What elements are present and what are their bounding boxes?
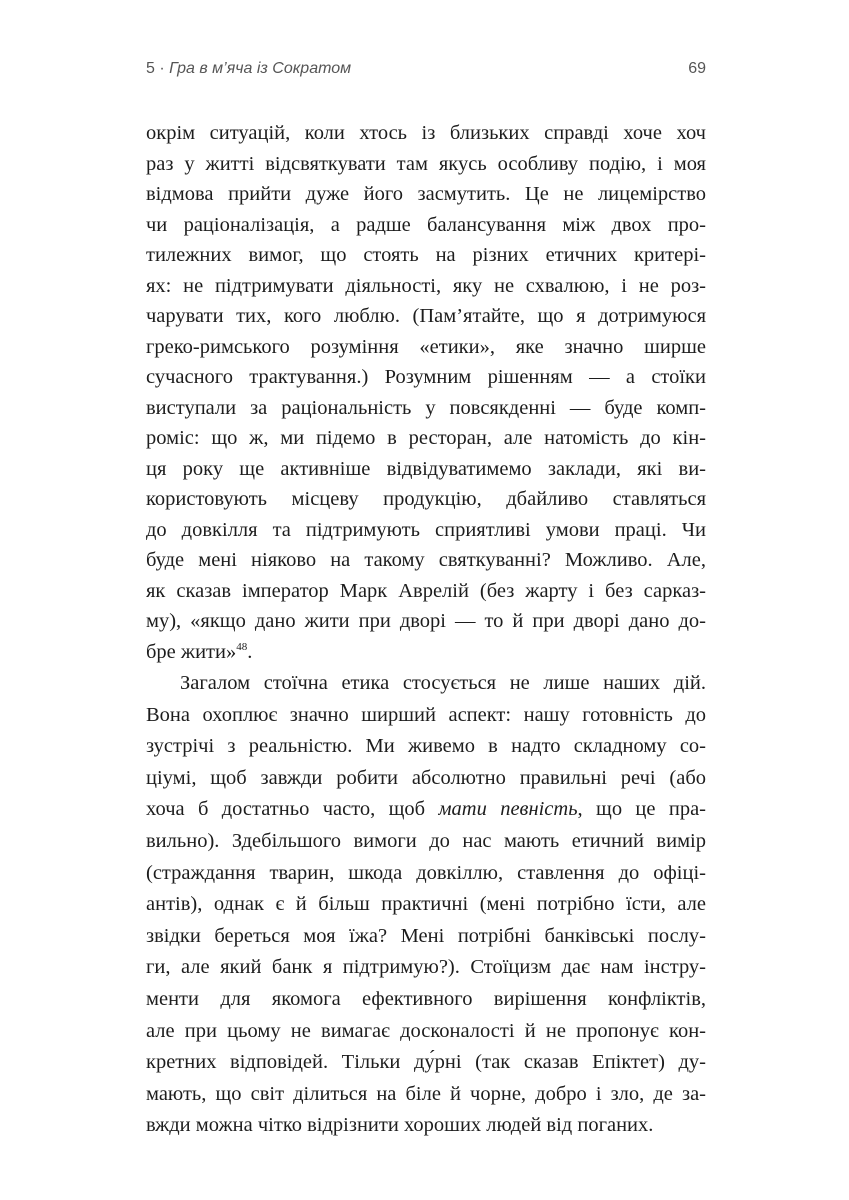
text-run: ги, але який банк я підтримую?). Стоїцизм дає нам інстру- [146,956,706,979]
paragraph [146,668,706,1142]
page-number: 69 [688,60,706,77]
text-run: відмова прийти дуже його засмутить. Це не лицемірство [146,183,706,205]
footnote-reference: 48 [236,640,248,653]
text-line [146,423,706,454]
text-run: ціумі, щоб завжди робити абсолютно правильні речі (або [146,766,706,789]
text-run: роміс: що ж, ми підемо в ресторан, але натомість до кін- [146,427,706,449]
text-run: чи раціоналізація, а радше балансування між двох про- [146,213,706,236]
text-line [146,393,706,424]
text-line [146,332,706,363]
text-line [146,118,706,149]
emphasis-text: мати певність [438,798,578,821]
text-line [146,362,706,393]
chapter-title: Гра в м’яча із Сократом [169,60,352,77]
text-run: бре жити» [146,640,237,663]
text-run: як сказав імператор Марк Аврелій (без жарту і без сарказ- [146,579,706,602]
text-line [146,240,706,271]
text-line [146,1047,706,1079]
text-run: (страждання тварин, шкода довкіллю, ставлення до офіці- [146,861,706,884]
text-run: але при цьому не вимагає досконалості й не пропонує кон- [146,1019,706,1042]
text-line [146,545,706,576]
chapter-number: 5 · [146,60,170,77]
text-run: антів), однак є й більш практичні (мені потрібно їсти, але [146,893,706,916]
text-run: Вона охоплює значно ширший аспект: нашу готовність до [146,703,706,726]
text-line [146,210,706,241]
text-run: раз у житті відсвяткувати там якусь особливу подію, і моя [146,152,706,175]
text-run: окрім ситуацій, коли хтось із близьких справді хоче хоч [146,122,706,144]
text-line [146,576,706,607]
text-run: вильно). Здебільшого вимоги до нас мають етичний вимір [146,829,706,852]
text-line [146,484,706,515]
text-line [146,921,706,953]
text-line [146,515,706,546]
text-line [146,1079,706,1111]
text-run: . [247,640,253,663]
paragraph [146,118,706,667]
text-line [146,858,706,890]
text-run: хоча б достатньо часто, щоб [146,798,439,821]
text-run: сучасного трактування.) Розумним рішенням — а стоїки [146,366,706,388]
text-run: менти для якомога ефективного вирішення конфліктів, [146,987,706,1010]
text-line [146,179,706,210]
text-run: мають, що світ ділиться на біле й чорне, добро і зло, де за- [146,1082,706,1105]
text-run: Загалом стоїчна етика стосується не лише наших дій. [180,672,706,694]
text-run: виступали за раціональність у повсякденні — буде комп- [146,396,706,419]
text-run: , що це пра- [577,798,706,821]
text-line [146,271,706,302]
text-line [146,700,706,732]
text-run: буде мені ніяково на такому святкуванні? Можливо. Але, [146,549,706,571]
text-line [146,952,706,984]
text-run: зустрічі з реальністю. Ми живемо в надто складному со- [146,735,706,758]
text-line [146,731,706,763]
text-line [146,149,706,180]
text-run: користовують місцеву продукцію, дбайливо ставляться [146,488,706,510]
text-line [146,1110,706,1142]
text-line [146,637,706,668]
text-line [146,984,706,1016]
text-run: кретних відповідей. Тільки ду́рні (так сказав Епіктет) ду- [146,1051,706,1074]
text-line [146,606,706,637]
text-run: греко-римського розуміння «етики», яке значно ширше [146,335,706,358]
page-body-text [146,118,706,1142]
text-run: му), «якщо дано жити при дворі — то й при дворі дано до- [146,610,706,632]
text-run: до довкілля та підтримують сприятливі умови праці. Чи [146,518,706,541]
text-line [146,301,706,332]
text-line [146,826,706,858]
text-line [146,889,706,921]
text-run: чарувати тих, кого люблю. (Пам’ятайте, що я дотримуюся [146,305,706,327]
text-run: ях: не підтримувати діяльності, яку не схвалюю, і не роз- [146,274,706,297]
text-line [146,794,706,826]
text-line [146,1016,706,1048]
text-run: звідки береться моя їжа? Мені потрібні банківські послу- [146,924,706,947]
text-line [146,763,706,795]
chapter-running-title [146,60,351,78]
text-line [146,668,706,700]
running-header [146,60,706,84]
text-run: тилежних вимог, що стоять на різних етичних критері- [146,244,706,266]
text-run: вжди можна чітко відрізнити хороших людей від поганих. [146,1114,654,1137]
text-run: ця року ще активніше відвідуватимемо заклади, які ви- [146,457,706,480]
text-line [146,454,706,485]
